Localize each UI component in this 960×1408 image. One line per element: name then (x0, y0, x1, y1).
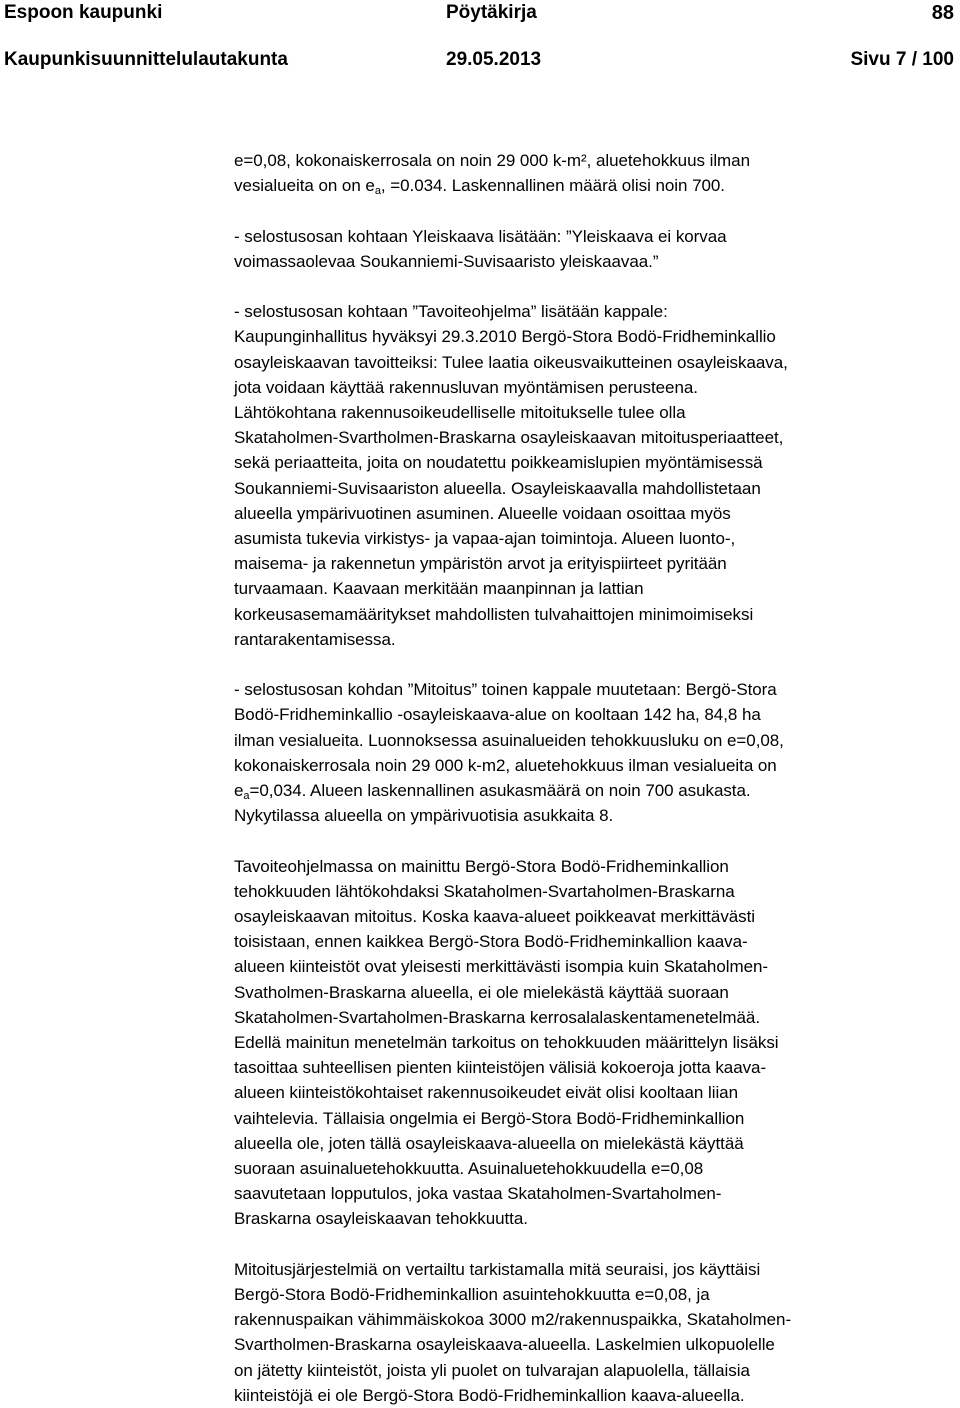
subscript: a (374, 185, 381, 198)
text-line: tehokkuuden lähtökohdaksi Skataholmen-Svartaholmen-Braskarna (234, 881, 735, 901)
header-meeting-date: 29.05.2013 (446, 49, 542, 70)
subscript: a (243, 790, 250, 803)
text-line: suoraan asuinaluetehokkuutta. Asuinaluetehokkuudella e=0,08 (234, 1159, 704, 1179)
header-document-type: Pöytäkirja (446, 2, 537, 23)
text-line: - selostusosan kohdan ”Mitoitus” toinen kappale muutetaan: Bergö-Stora (234, 680, 777, 700)
text-line: - selostusosan kohtaan ”Tavoiteohjelma” lisätään kappale: (234, 302, 668, 322)
text-line: asumista tukevia virkistys- ja vapaa-ajan toimintoja. Alueen luonto-, (234, 529, 736, 549)
paragraph-density-note (234, 148, 950, 198)
text-line: - selostusosan kohtaan Yleiskaava lisätään: ”Yleiskaava ei korvaa (234, 226, 727, 246)
text-line: Svatholmen-Braskarna alueella, ei ole mielekästä käyttää suoraan (234, 982, 729, 1002)
text-line: kokonaiskerrosala noin 29 000 k-m2, aluetehokkuus ilman vesialueita on (234, 755, 777, 775)
paragraph-comparison (234, 1257, 950, 1408)
text-line: toisistaan, ennen kaikkea Bergö-Stora Bodö-Fridheminkallion kaava- (234, 932, 748, 952)
paragraph-tavoiteohjelma-addition (234, 299, 950, 652)
text-line: Nykytilassa alueella on ympärivuotisia asukkaita 8. (234, 806, 614, 826)
header-organization: Espoon kaupunki (4, 2, 163, 23)
text-line: tasoittaa suhteellisen pienten kiinteistöjen välisiä kokoeroja jotta kaava- (234, 1058, 767, 1078)
text-line: vaihtelevia. Tällaisia ongelmia ei Bergö-Stora Bodö-Fridheminkallion (234, 1108, 745, 1128)
text-line: Bergö-Stora Bodö-Fridheminkallion asuintehokkuutta e=0,08, ja (234, 1285, 710, 1305)
text-line: Braskarna osayleiskaavan tehokkuutta. (234, 1209, 528, 1229)
text-line: saavutetaan lopputulos, joka vastaa Skataholmen-Svartaholmen- (234, 1184, 722, 1204)
text-line: ilman vesialueita. Luonnoksessa asuinalueiden tehokkuusluku on e=0,08, (234, 730, 784, 750)
text-span: =0,034. Alueen laskennallinen asukasmäärä on noin 700 asukasta. (249, 781, 751, 801)
text-line: Kaupunginhallitus hyväksyi 29.3.2010 Bergö-Stora Bodö-Fridheminkallio (234, 327, 776, 347)
text-line: turvaamaan. Kaavaan merkitään maanpinnan ja lattian (234, 579, 644, 599)
text-line: on jätetty kiinteistöt, joista yli puolet on tulvarajan alapuolella, tällaisia (234, 1360, 750, 1380)
text-line: Edellä mainitun menetelmän tarkoitus on tehokkuuden määrittelyn lisäksi (234, 1033, 779, 1053)
text-line: alueen kiinteistöt ovat yleisesti merkittävästi isompia kuin Skataholmen- (234, 957, 768, 977)
header-board-name: Kaupunkisuunnittelulautakunta (4, 49, 288, 70)
paragraph-tavoiteohjelma-discussion (234, 854, 950, 1232)
text-line (234, 778, 950, 803)
text-line: Soukanniemi-Suvisaariston alueella. Osayleiskaavalla mahdollistetaan (234, 478, 761, 498)
text-span: vesialueita on on e (234, 176, 375, 196)
paragraph-mitoitus-change (234, 677, 950, 828)
text-line: osayleiskaavan mitoitus. Koska kaava-alueet poikkeavat merkittävästi (234, 907, 756, 927)
text-span: e (234, 781, 244, 801)
text-line: Svartholmen-Braskarna osayleiskaava-alueella. Laskelmien ulkopuolelle (234, 1335, 775, 1355)
text-line: rantarakentamisessa. (234, 629, 396, 649)
text-line: sekä periaatteita, joita on noudatettu poikkeamislupien myöntämisessä (234, 453, 763, 473)
text-line: Lähtökohtana rakennusoikeudelliselle mitoitukselle tulee olla (234, 403, 686, 422)
header-page-indicator: Sivu 7 / 100 (850, 49, 954, 70)
text-line: alueella ole, joten tällä osayleiskaava-alueella on mielekästä käyttää (234, 1133, 744, 1153)
text-line (234, 173, 950, 198)
text-line: maisema- ja rakennetun ympäristön arvot ja erityispiirteet pyritään (234, 554, 727, 574)
text-line: rakennuspaikan vähimmäiskokoa 3000 m2/rakennuspaikka, Skataholmen- (234, 1310, 792, 1330)
text-line: korkeusasemamääritykset mahdollisten tulvahaittojen minimoimiseksi (234, 604, 754, 624)
text-line: e=0,08, kokonaiskerrosala on noin 29 000 k-m², aluetehokkuus ilman (234, 151, 750, 170)
text-line: Bodö-Fridheminkallio -osayleiskaava-alue on kooltaan 142 ha, 84,8 ha (234, 705, 761, 725)
header-section-number: 88 (931, 2, 954, 24)
text-line: alueen kiinteistökohtaiset rakennusoikeudet eivät olisi kooltaan liian (234, 1083, 738, 1103)
text-line: alueella ympärivuotinen asuminen. Alueelle voidaan osoittaa myös (234, 503, 731, 523)
text-line: voimassaolevaa Soukanniemi-Suvisaaristo yleiskaavaa.” (234, 251, 659, 271)
text-line: osayleiskaavan tavoitteiksi: Tulee laatia oikeusvaikutteinen osayleiskaava, (234, 352, 788, 372)
paragraph-yleiskaava-addition (234, 224, 950, 274)
text-span: , =0.034. Laskennallinen määrä olisi noin 700. (380, 176, 725, 196)
text-line: Tavoiteohjelmassa on mainittu Bergö-Stora Bodö-Fridheminkallion (234, 856, 729, 876)
text-line: jota voidaan käyttää rakennusluvan myöntämisen perusteena. (234, 377, 698, 397)
text-line: Mitoitusjärjestelmiä on vertailtu tarkistamalla mitä seuraisi, jos käyttäisi (234, 1259, 761, 1279)
document-body (234, 148, 950, 1408)
text-line: kiinteistöjä ei ole Bergö-Stora Bodö-Fridheminkallion kaava-alueella. (234, 1385, 745, 1405)
text-line: Skataholmen-Svartaholmen-Braskarna kerrosalalaskentamenetelmää. (234, 1007, 761, 1027)
text-line: Skataholmen-Svartholmen-Braskarna osayleiskaavan mitoitusperiaatteet, (234, 428, 784, 448)
